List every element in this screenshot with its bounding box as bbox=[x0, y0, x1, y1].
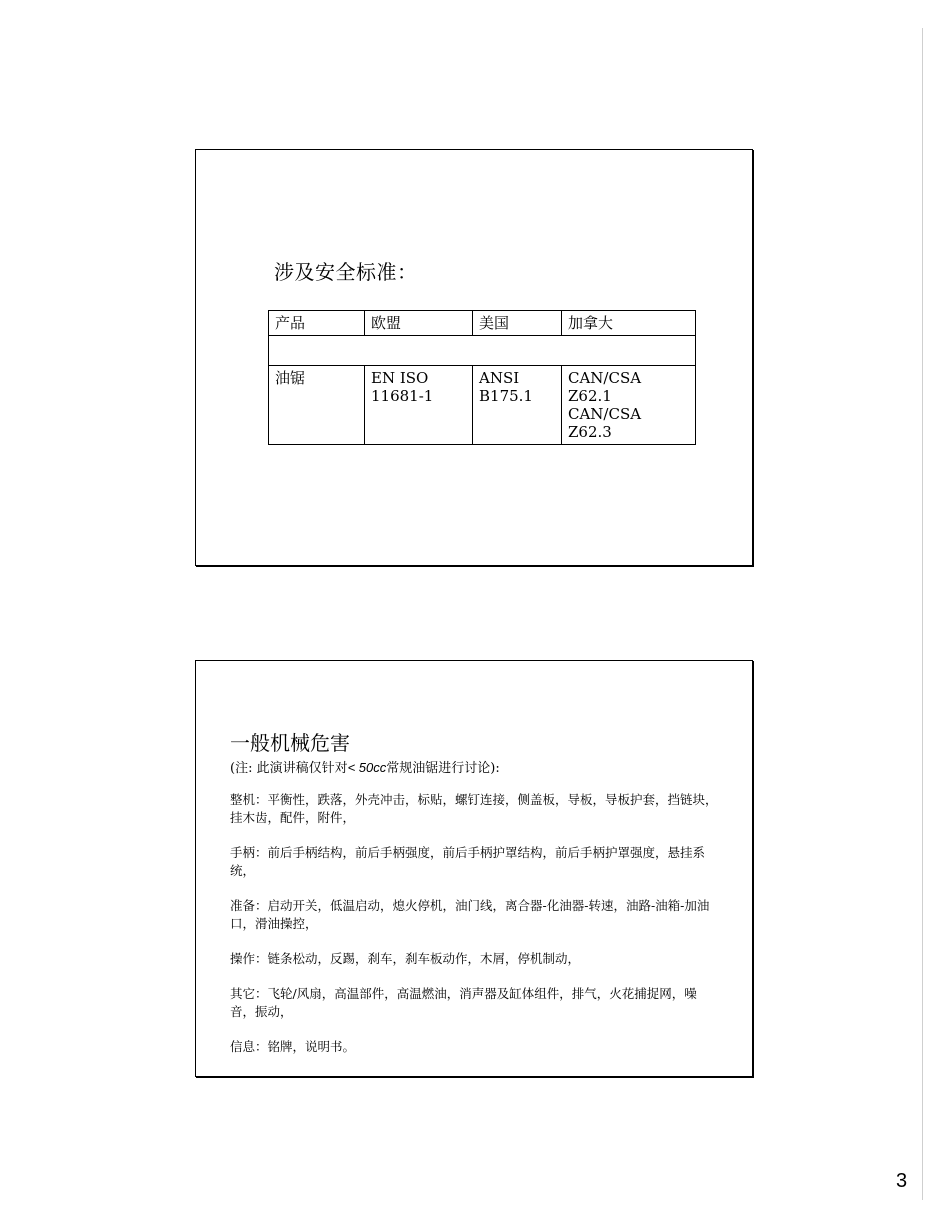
header-product: 产品 bbox=[269, 311, 365, 336]
table-spacer-row bbox=[269, 336, 696, 366]
hazard-item-whole-machine: 整机：平衡性，跌落，外壳冲击，标贴，螺钉连接，侧盖板，导板，导板护套，挡链块，挂木齿，配件，附件， bbox=[230, 792, 718, 825]
page-right-rule bbox=[922, 28, 923, 1200]
cell-product: 油锯 bbox=[269, 366, 365, 445]
header-us: 美国 bbox=[473, 311, 562, 336]
slide-title: 一般机械危害 bbox=[230, 731, 350, 755]
hazard-item-preparation: 准备：启动开关，低温启动，熄火停机，油门线，离合器-化油器-转速，油路-油箱-加油口，滑油操控， bbox=[230, 898, 710, 931]
header-canada: 加拿大 bbox=[562, 311, 696, 336]
hazard-item-handles: 手柄：前后手柄结构，前后手柄强度，前后手柄护罩结构，前后手柄护罩强度，悬挂系统， bbox=[230, 845, 706, 878]
slide-mechanical-hazards bbox=[195, 660, 753, 1077]
slide-safety-standards bbox=[195, 149, 753, 566]
standards-table bbox=[268, 310, 696, 445]
hazard-item-operation: 操作：链条松动，反踢，刹车，刹车板动作，木屑，停机制动， bbox=[230, 951, 581, 966]
hazard-list bbox=[230, 791, 720, 1073]
hazard-item-other: 其它：飞轮/风扇，高温部件，高温燃油，消声器及缸体组件，排气，火花捕捉网，噪音，振动， bbox=[230, 986, 697, 1019]
slide-note: (注: 此演讲稿仅针对< 50cc常规油锯进行讨论): bbox=[230, 760, 500, 776]
table-row bbox=[269, 366, 696, 445]
hazard-item-information: 信息：铭牌，说明书。 bbox=[230, 1039, 356, 1054]
table-header-row bbox=[269, 311, 696, 336]
cell-canada-standard: CAN/CSA Z62.1 CAN/CSA Z62.3 bbox=[562, 366, 696, 445]
slide-title: 涉及安全标准： bbox=[274, 260, 418, 284]
page-number: 3 bbox=[896, 1170, 908, 1192]
cell-eu-standard: EN ISO 11681-1 bbox=[365, 366, 473, 445]
header-eu: 欧盟 bbox=[365, 311, 473, 336]
cell-us-standard: ANSI B175.1 bbox=[473, 366, 562, 445]
